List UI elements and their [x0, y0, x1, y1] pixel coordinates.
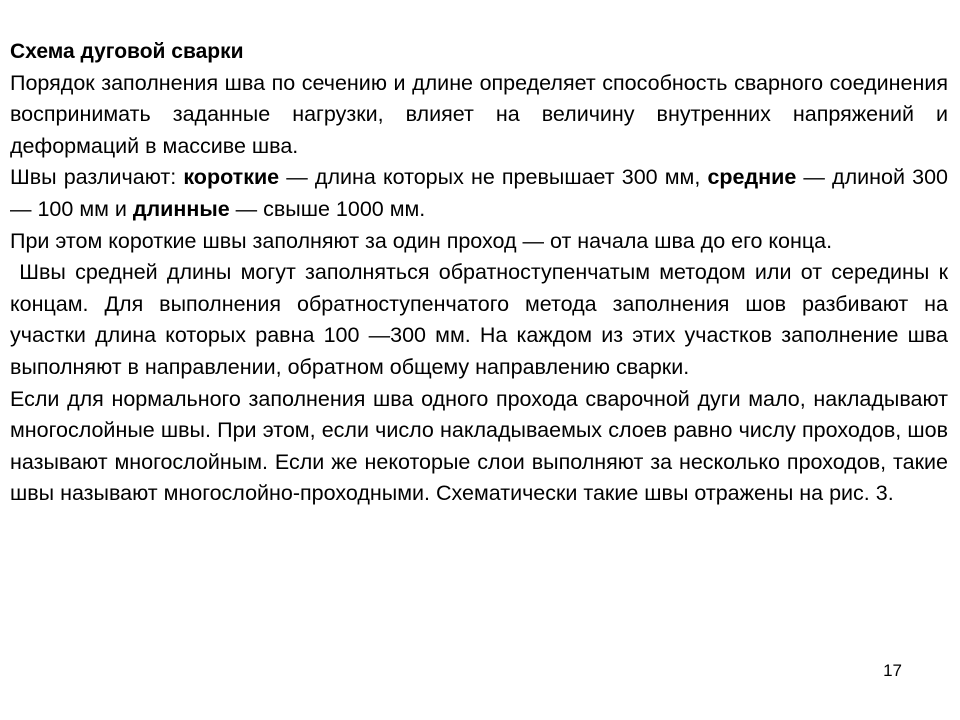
- slide-content: [10, 36, 954, 510]
- term-medium: средние: [707, 165, 797, 190]
- seam-types-text-4: — свыше 1000 мм.: [229, 196, 426, 221]
- seam-types-text-1: Швы различают:: [10, 165, 184, 190]
- term-short: короткие: [183, 165, 280, 190]
- paragraph-multilayer-seams: Если для нормального заполнения шва одного прохода сварочной дуги мало, накладывают многослойные швы. При этом, если число накладываемых слоев равно числу проходов, шов называют многослойным. Если же некоторые слои выполняют за несколько проходов, такие швы называют многослойно-проходными. Схематически такие швы отражены на рис. 3.: [10, 386, 948, 506]
- slide-title: Схема дуговой сварки: [10, 40, 244, 63]
- term-long: длинные: [132, 196, 230, 221]
- page-number: 17: [883, 661, 902, 680]
- seam-types-text-3: — длиной 300 — 100 мм и: [10, 165, 948, 221]
- paragraph-short-seams: При этом короткие швы заполняют за один проход — от начала шва до его конца.: [10, 228, 833, 253]
- paragraph-medium-seams: Швы средней длины могут заполняться обратноступенчатым методом или от середины к концам. Для выполнения обратноступенчатого метода заполнения шов разбивают на участки длина которых равна 100 —300 мм. На каждом из этих участков заполнение шва выполняют в направлении, обратном общему направлению сварки.: [10, 260, 954, 379]
- seam-types-text-2: — длина которых не превышает 300 мм,: [279, 165, 708, 190]
- paragraph-seam-types: [10, 162, 948, 225]
- paragraph-fill-order: Порядок заполнения шва по сечению и длине определяет способность сварного соединения воспринимать заданные нагрузки, влияет на величину внутренних напряжений и деформаций в массиве шва.: [10, 70, 948, 158]
